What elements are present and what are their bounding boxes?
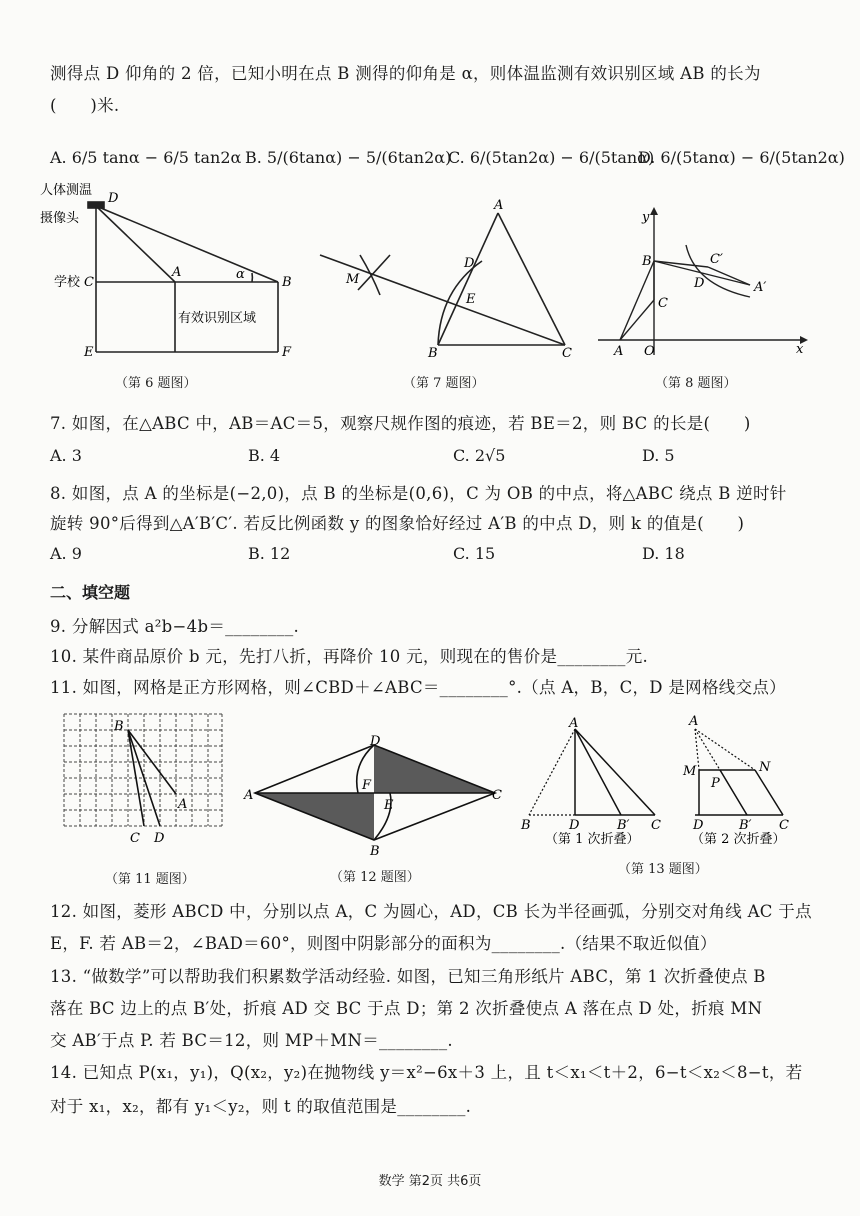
fig13-pt-d2: D xyxy=(693,818,704,833)
q8-option-a: A. 9 xyxy=(50,544,82,563)
q8-option-c: C. 15 xyxy=(453,544,496,563)
q12-line2: E，F. 若 AB＝2，∠BAD＝60°，则图中阴影部分的面积为________.（结果不取近似值） xyxy=(50,934,717,953)
fig7-caption: （第 7 题图） xyxy=(403,376,485,391)
fig11-pt-d: D xyxy=(154,831,165,846)
q8-option-b: B. 12 xyxy=(248,544,291,563)
fig13-pt-c: C xyxy=(651,818,661,833)
fig12-pt-e: E xyxy=(384,798,394,813)
q14-line1: 14. 已知点 P(x₁，y₁)，Q(x₂，y₂)在抛物线 y＝x²−6x＋3 上，且 t＜x₁＜t＋2，6−t＜x₂＜8−t，若 xyxy=(50,1063,803,1082)
figure-11 xyxy=(60,710,230,845)
fig13-sub1: （第 1 次折叠） xyxy=(545,832,640,847)
q8-line2: 旋转 90°后得到△A′B′C′. 若反比例函数 y 的图象恰好经过 A′B 的中点 D，则 k 的值是( ) xyxy=(50,514,745,533)
figure-13 xyxy=(515,715,815,850)
fig7-pt-a: A xyxy=(494,198,504,213)
fig8-pt-cp: C′ xyxy=(710,252,723,267)
fig6-label-school: 学校 xyxy=(54,275,81,290)
q8-line1: 8. 如图，点 A 的坐标是(−2,0)，点 B 的坐标是(0,6)，C 为 OB 的中点，将△ABC 绕点 B 逆时针 xyxy=(50,484,787,503)
fig8-pt-o: O xyxy=(644,344,655,359)
figure-6 xyxy=(40,180,320,400)
fig13-sub2: （第 2 次折叠） xyxy=(691,832,786,847)
fig6-pt-a: A xyxy=(172,265,182,280)
fig13-pt-d: D xyxy=(569,818,580,833)
fig13-pt-n: N xyxy=(759,760,771,775)
fig13-pt-p: P xyxy=(711,776,720,791)
fig6-label-camera1: 人体测温 xyxy=(40,183,93,198)
q6-option-b: B. 5/(6tanα) − 5/(6tan2α) xyxy=(245,148,452,167)
q6-option-d: D. 6/(5tanα) − 6/(5tan2α) xyxy=(638,148,845,167)
fig11-pt-b: B xyxy=(114,719,124,734)
q6-option-c: C. 6/(5tan2α) − 6/(5tanα) xyxy=(448,148,655,167)
fig6-angle: α xyxy=(236,267,245,282)
fig13-pt-a: A xyxy=(569,716,579,731)
fig6-caption: （第 6 题图） xyxy=(115,376,197,391)
q6-line2: ( )米. xyxy=(50,96,120,115)
fig13-caption: （第 13 题图） xyxy=(618,862,708,877)
fig6-label-region: 有效识别区域 xyxy=(178,311,257,326)
q14-line2: 对于 x₁，x₂，都有 y₁＜y₂，则 t 的取值范围是________. xyxy=(50,1097,472,1116)
q12-line1: 12. 如图，菱形 ABCD 中，分别以点 A，C 为圆心，AD，CB 长为半径画弧，分别交对角线 AC 于点 xyxy=(50,902,812,921)
q13-line2: 落在 BC 边上的点 B′处，折痕 AD 交 BC 于点 D；第 2 次折叠使点 A 落在点 D 处，折痕 MN xyxy=(50,999,763,1018)
fig13-pt-c2: C xyxy=(779,818,789,833)
fig13-pt-bp2: B′ xyxy=(739,818,752,833)
q7-option-b: B. 4 xyxy=(248,446,281,465)
fig12-pt-f: F xyxy=(362,778,372,793)
fig6-label-camera2: 摄像头 xyxy=(40,211,80,226)
q7-option-c: C. 2√5 xyxy=(453,446,506,465)
fig7-pt-c: C xyxy=(562,346,572,361)
fig12-pt-d: D xyxy=(370,734,381,749)
fig6-pt-f: F xyxy=(282,345,292,360)
figure-7 xyxy=(310,195,590,370)
fig11-pt-a: A xyxy=(178,797,188,812)
fig6-pt-e: E xyxy=(84,345,94,360)
q10-text: 10. 某件商品原价 b 元，先打八折，再降价 10 元，则现在的售价是________元. xyxy=(50,647,649,666)
q6-line1: 测得点 D 仰角的 2 倍，已知小明在点 B 测得的仰角是 α，则体温监测有效识别区域 AB 的长为 xyxy=(50,64,761,83)
page-footer: 数学 第2页 共6页 xyxy=(378,1174,482,1189)
fig13-pt-a2: A xyxy=(689,714,699,729)
q11-text: 11. 如图，网格是正方形网格，则∠CBD＋∠ABC＝________°.（点 A，B，C，D 是网格线交点） xyxy=(50,678,786,697)
fig8-pt-b: B xyxy=(642,254,652,269)
q7-option-d: D. 5 xyxy=(642,446,675,465)
fig7-pt-e: E xyxy=(466,292,476,307)
fig8-pt-c: C xyxy=(658,296,668,311)
fig13-pt-bp: B′ xyxy=(617,818,630,833)
fig11-caption: （第 11 题图） xyxy=(105,872,195,887)
fig8-pt-ap: A′ xyxy=(754,280,767,295)
q13-line1: 13. “做数学”可以帮助我们积累数学活动经验. 如图，已知三角形纸片 ABC，第 1 次折叠使点 B xyxy=(50,967,766,986)
fig8-caption: （第 8 题图） xyxy=(655,376,737,391)
figure-12 xyxy=(240,734,510,859)
section-title: 二、填空题 xyxy=(50,583,131,602)
q13-line3: 交 AB′于点 P. 若 BC＝12，则 MP＋MN＝________. xyxy=(50,1031,453,1050)
q7-text: 7. 如图，在△ABC 中，AB＝AC＝5，观察尺规作图的痕迹，若 BE＝2，则 BC 的长是( ) xyxy=(50,414,751,433)
q7-option-a: A. 3 xyxy=(50,446,82,465)
fig6-pt-d: D xyxy=(108,191,119,206)
fig8-pt-d: D xyxy=(694,276,705,291)
fig12-pt-b: B xyxy=(370,844,380,859)
q6-option-a: A. 6/5 tanα − 6/5 tan2α xyxy=(50,148,242,167)
fig8-x: x xyxy=(796,342,804,357)
fig7-pt-b: B xyxy=(428,346,438,361)
fig8-pt-a: A xyxy=(614,344,624,359)
fig12-pt-c: C xyxy=(492,788,502,803)
figure-8 xyxy=(590,205,815,365)
fig6-pt-b: B xyxy=(282,275,292,290)
fig7-pt-d: D xyxy=(464,256,475,271)
q9-text: 9. 分解因式 a²b−4b＝________. xyxy=(50,617,300,636)
fig6-pt-c: C xyxy=(84,275,94,290)
fig11-pt-c: C xyxy=(130,831,140,846)
fig8-y: y xyxy=(642,210,650,225)
q8-option-d: D. 18 xyxy=(642,544,685,563)
fig12-pt-a: A xyxy=(244,788,254,803)
fig7-pt-m: M xyxy=(346,272,360,287)
fig13-pt-b: B xyxy=(521,818,531,833)
fig12-caption: （第 12 题图） xyxy=(330,870,420,885)
fig11-grid xyxy=(64,714,222,826)
fig13-pt-m: M xyxy=(683,764,697,779)
